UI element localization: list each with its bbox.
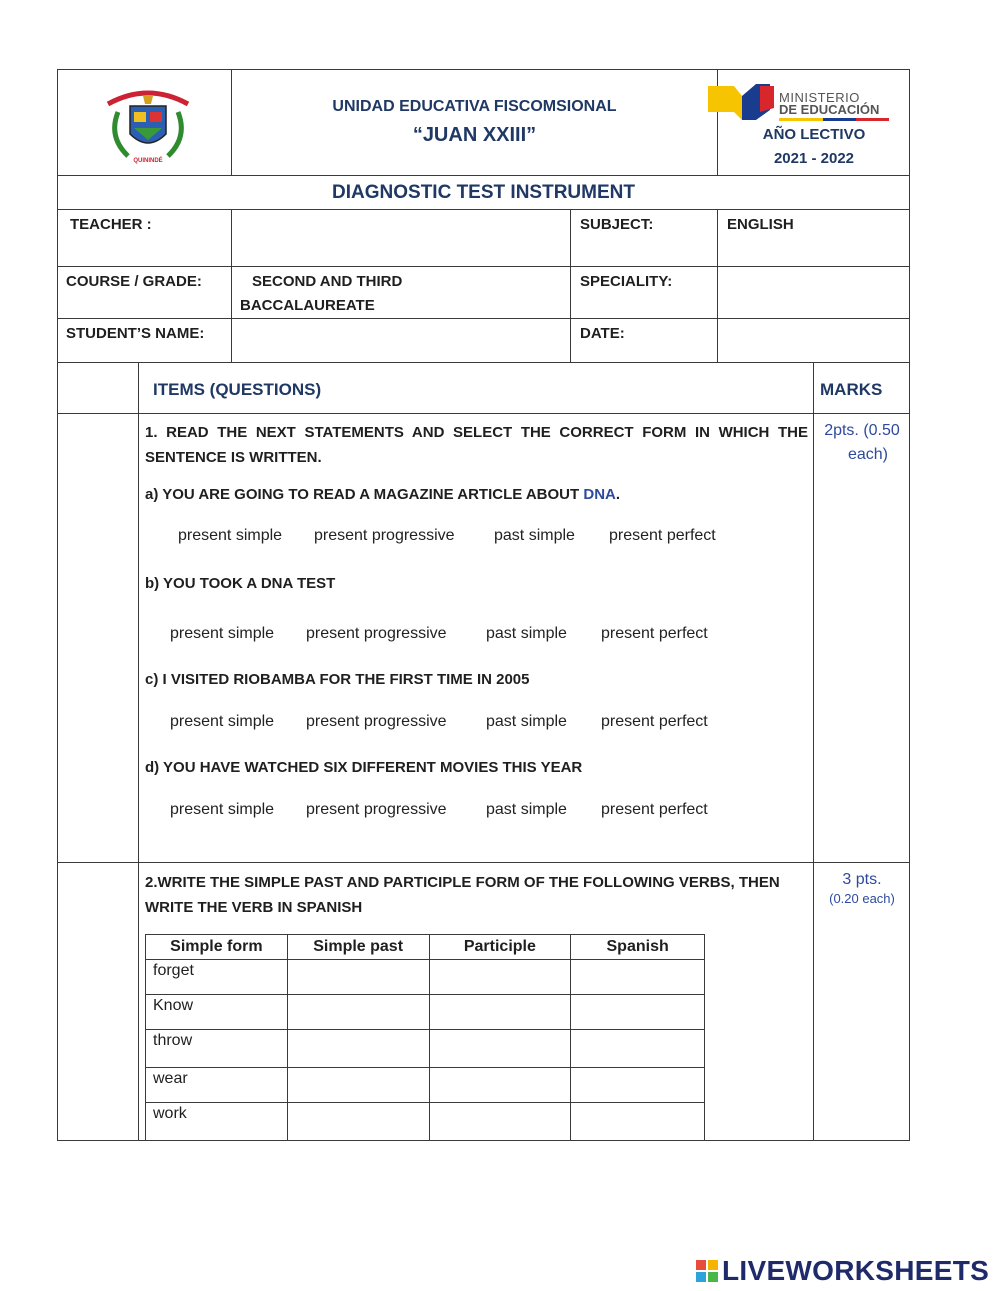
col-participle: Participle (429, 935, 571, 960)
date-field[interactable] (727, 325, 902, 357)
col-simple-past: Simple past (287, 935, 429, 960)
border-top (57, 69, 910, 70)
q1-item-a (145, 486, 620, 503)
q1c-option-past-simple[interactable]: past simple (486, 713, 567, 730)
q1-item-a-suffix: . (615, 486, 621, 503)
q1-marks (814, 419, 910, 467)
q1-instruction-line1: 1. READ THE NEXT STATEMENTS AND SELECT THE CORRECT FORM IN WHICH THE (145, 424, 808, 441)
course-value-line1: SECOND AND THIRD (252, 273, 403, 290)
liveworksheets-text: LIVEWORKSHEETS (722, 1255, 990, 1286)
border-number-col (138, 362, 139, 1141)
q1-marks-line1: 2pts. (0.50 (824, 422, 900, 439)
date-label: DATE: (580, 325, 625, 342)
q1b-option-present-perfect[interactable]: present perfect (601, 625, 708, 642)
q1c-option-present-progressive[interactable]: present progressive (306, 713, 447, 730)
q1-instruction-line2: SENTENCE IS WRITTEN. (145, 449, 322, 466)
q1-item-a-text: a) YOU ARE GOING TO READ A MAGAZINE ARTICLE ABOUT (145, 486, 584, 503)
q1d-option-present-perfect[interactable]: present perfect (601, 801, 708, 818)
teacher-label: TEACHER : (70, 216, 152, 233)
school-name-juan: “JUAN XXIII” (412, 124, 537, 146)
border-left-header (57, 69, 58, 362)
ministry-logo-icon (708, 82, 778, 122)
q2-marks-line1: 3 pts. (842, 871, 882, 888)
border-info-col3 (717, 209, 718, 362)
table-row (146, 1030, 705, 1068)
border-student-bottom (57, 362, 910, 363)
table-row (146, 995, 705, 1030)
speciality-label: SPECIALITY: (580, 273, 673, 290)
q2-marks-line2: (0.20 each) (829, 891, 895, 906)
course-value-line2: BACCALAUREATE (240, 297, 375, 314)
verbs-table (145, 934, 705, 1141)
verb-cell: forget (146, 960, 288, 995)
border-q1-bottom (57, 862, 910, 863)
q2-instruction (145, 870, 780, 920)
q1d-option-present-simple[interactable]: present simple (170, 801, 275, 818)
participle-input[interactable] (429, 1030, 571, 1068)
simple-past-input[interactable] (287, 1030, 429, 1068)
spanish-input[interactable] (571, 1103, 705, 1141)
liveworksheets-icon (696, 1260, 718, 1282)
q1a-option-present-progressive[interactable]: present progressive (314, 527, 455, 544)
q2-instruction-line1: 2.WRITE THE SIMPLE PAST AND PARTICIPLE FORM OF THE FOLLOWING VERBS, THEN (145, 874, 780, 891)
q2-instruction-line2: WRITE THE VERB IN SPANISH (145, 899, 363, 916)
marks-header: MARKS (820, 380, 883, 399)
border-teacher-bottom (57, 266, 910, 267)
verb-cell: wear (146, 1068, 288, 1103)
teacher-field[interactable] (240, 216, 560, 256)
q1a-option-present-simple[interactable]: present simple (178, 527, 283, 544)
seal-caption: QUININDÉ (133, 158, 163, 164)
ministry-name-line2: DE EDUCACIÓN (779, 102, 880, 117)
q1-item-c: c) I VISITED RIOBAMBA FOR THE FIRST TIME IN 2005 (145, 671, 530, 688)
border-logo-divider (231, 69, 232, 175)
q2-marks (814, 869, 910, 906)
verb-cell: work (146, 1103, 288, 1141)
q1b-option-past-simple[interactable]: past simple (486, 625, 567, 642)
simple-past-input[interactable] (287, 1103, 429, 1141)
col-simple-form: Simple form (146, 935, 288, 960)
border-right-header (909, 69, 910, 362)
q1d-option-past-simple[interactable]: past simple (486, 801, 567, 818)
spanish-input[interactable] (571, 960, 705, 995)
q1-instruction (145, 420, 808, 470)
participle-input[interactable] (429, 960, 571, 995)
border-marks-col (813, 362, 814, 1141)
school-year-value: 2021 - 2022 (773, 150, 855, 167)
simple-past-input[interactable] (287, 1068, 429, 1103)
border-right-body (909, 362, 910, 1141)
table-row (146, 960, 705, 995)
speciality-field[interactable] (727, 273, 902, 313)
border-title-bottom (57, 209, 910, 210)
simple-past-input[interactable] (287, 960, 429, 995)
student-name-label: STUDENT’S NAME: (66, 325, 205, 342)
school-name: UNIDAD EDUCATIVA FISCOMSIONAL (332, 98, 617, 115)
border-course-bottom (57, 318, 910, 319)
table-row (146, 1068, 705, 1103)
q1c-option-present-simple[interactable]: present simple (170, 713, 275, 730)
q1-item-b: b) YOU TOOK A DNA TEST (145, 575, 336, 592)
q1-item-d: d) YOU HAVE WATCHED SIX DIFFERENT MOVIES THIS YEAR (145, 759, 583, 776)
q1-marks-line2: each) (847, 446, 888, 463)
simple-past-input[interactable] (287, 995, 429, 1030)
subject-value: ENGLISH (727, 216, 794, 233)
subject-label: SUBJECT: (580, 216, 654, 233)
school-year-label: AÑO LECTIVO (762, 126, 866, 143)
items-header: ITEMS (QUESTIONS) (153, 380, 322, 399)
border-left-body (57, 362, 58, 1141)
student-name-field[interactable] (240, 325, 560, 357)
course-label: COURSE / GRADE: (66, 273, 202, 290)
spanish-input[interactable] (571, 995, 705, 1030)
border-info-col2 (570, 209, 571, 362)
ministry-underline (779, 118, 889, 121)
participle-input[interactable] (429, 1068, 571, 1103)
verb-cell: Know (146, 995, 288, 1030)
ministry-name-line1: MINISTERIO (779, 90, 860, 105)
spanish-input[interactable] (571, 1030, 705, 1068)
spanish-input[interactable] (571, 1068, 705, 1103)
verbs-table-header (146, 935, 705, 960)
q1a-option-present-perfect[interactable]: present perfect (609, 527, 716, 544)
col-spanish: Spanish (571, 935, 705, 960)
participle-input[interactable] (429, 1103, 571, 1141)
border-info-col1 (231, 209, 232, 362)
table-row (146, 1103, 705, 1141)
border-header-bottom (57, 175, 910, 176)
q1-item-a-highlight: DNA (583, 486, 616, 503)
q1b-option-present-progressive[interactable]: present progressive (306, 625, 447, 642)
school-seal-logo (98, 82, 198, 168)
q1d-option-present-progressive[interactable]: present progressive (306, 801, 447, 818)
q1b-option-present-simple[interactable]: present simple (170, 625, 275, 642)
document-title: DIAGNOSTIC TEST INSTRUMENT (332, 182, 635, 203)
verb-cell: throw (146, 1030, 288, 1068)
liveworksheets-logo[interactable] (696, 1255, 989, 1287)
q1c-option-present-perfect[interactable]: present perfect (601, 713, 708, 730)
q1a-option-past-simple[interactable]: past simple (494, 527, 575, 544)
border-items-header-bottom (57, 413, 910, 414)
participle-input[interactable] (429, 995, 571, 1030)
